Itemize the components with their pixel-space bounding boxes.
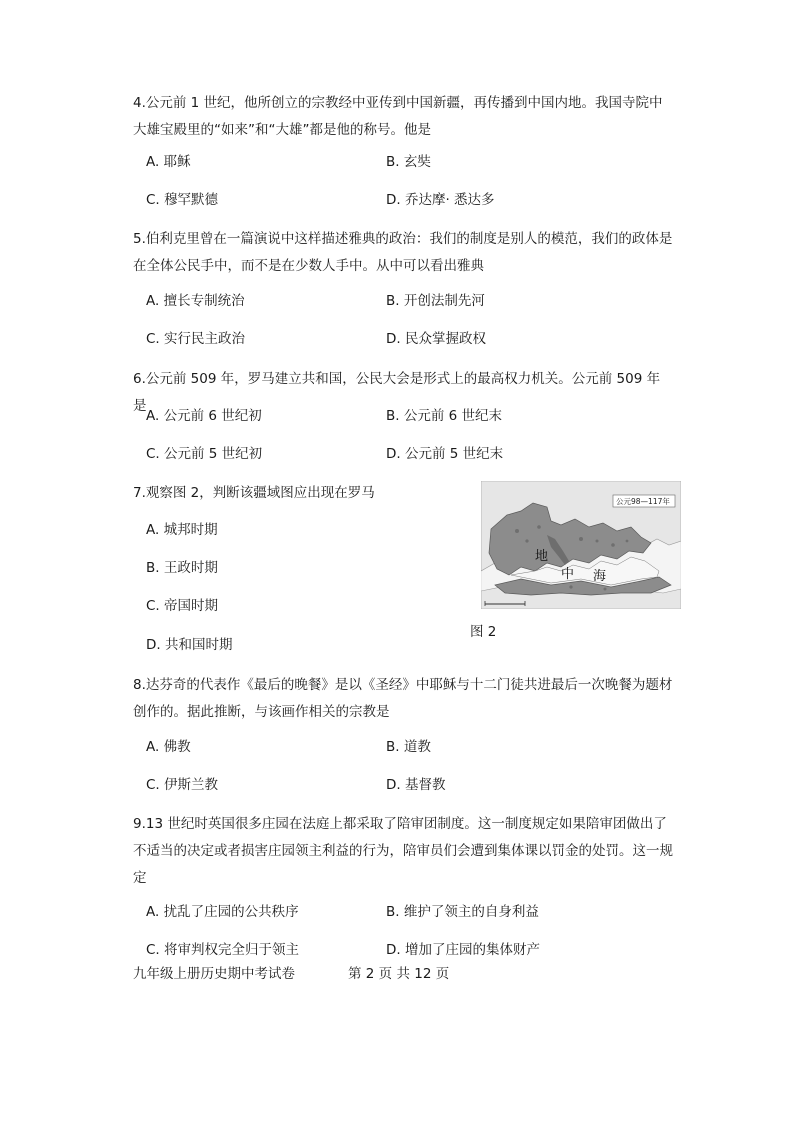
stem-line: 5.伯利克里曾在一篇演说中这样描述雅典的政治：我们的制度是别人的模范，我们的政体是 (133, 231, 673, 247)
map-sea-char-1: 地 (535, 549, 549, 564)
question-6-option-d: D. 公元前 5 世纪末 (386, 446, 504, 462)
stem-line: 6.公元前 509 年，罗马建立共和国，公民大会是形式上的最高权力机关。公元前 509 年是 (133, 371, 661, 414)
question-4-option-d: D. 乔达摩· 悉达多 (386, 192, 495, 208)
question-9-stem (133, 811, 673, 892)
question-6-option-b: B. 公元前 6 世纪末 (386, 408, 503, 424)
stem-line: 不适当的决定或者损害庄园领主利益的行为，陪审员们会遭到集体课以罚金的处罚。这一规 (133, 843, 673, 859)
question-9-option-a: A. 扰乱了庄园的公共秩序 (146, 904, 299, 920)
stem-line: 在全体公民手中，而不是在少数人手中。从中可以看出雅典 (133, 258, 484, 274)
question-8-option-c: C. 伊斯兰教 (146, 777, 219, 793)
figure-caption: 图 2 (470, 624, 497, 640)
question-5-option-c: C. 实行民主政治 (146, 331, 246, 347)
question-9-option-b: B. 维护了领主的自身利益 (386, 904, 539, 920)
map-sea-char-2: 中 (561, 567, 575, 582)
question-7-option-b: B. 王政时期 (146, 560, 218, 576)
question-4-option-b: B. 玄奘 (386, 154, 431, 170)
question-7-option-a: A. 城邦时期 (146, 522, 218, 538)
question-7-option-c: C. 帝国时期 (146, 598, 219, 614)
question-4-option-a: A. 耶稣 (146, 154, 191, 170)
question-6-option-a: A. 公元前 6 世纪初 (146, 408, 262, 424)
stem-line: 大雄宝殿里的“如来”和“大雄”都是他的称号。他是 (133, 122, 431, 138)
question-8-option-a: A. 佛教 (146, 739, 191, 755)
map-date-label: 公元98—117年 (616, 497, 670, 506)
question-5-stem (133, 226, 673, 280)
question-8-option-d: D. 基督教 (386, 777, 446, 793)
question-7-stem (133, 480, 473, 507)
question-9-option-d: D. 增加了庄园的集体财产 (386, 942, 540, 958)
question-5-option-b: B. 开创法制先河 (386, 293, 485, 309)
question-6-option-c: C. 公元前 5 世纪初 (146, 446, 263, 462)
stem-line: 4.公元前 1 世纪，他所创立的宗教经中亚传到中国新疆，再传播到中国内地。我国寺院中 (133, 95, 663, 111)
footer-page-number: 第 2 页 共 12 页 (348, 966, 450, 982)
stem-line: 9.13 世纪时英国很多庄园在法庭上都采取了陪审团制度。这一制度规定如果陪审团做出了 (133, 816, 667, 832)
map-sea-char-3: 海 (593, 569, 607, 584)
question-4-option-c: C. 穆罕默德 (146, 192, 219, 208)
stem-line: 创作的。据此推断，与该画作相关的宗教是 (133, 704, 390, 720)
question-9-option-c: C. 将审判权完全归于领主 (146, 942, 300, 958)
stem-line: 定 (133, 870, 147, 886)
question-8-stem (133, 672, 673, 726)
question-8-option-b: B. 道教 (386, 739, 431, 755)
roman-empire-map (481, 481, 681, 609)
stem-line: 7.观察图 2，判断该疆域图应出现在罗马 (133, 485, 375, 501)
question-5-option-d: D. 民众掌握政权 (386, 331, 486, 347)
stem-line: 8.达芬奇的代表作《最后的晚餐》是以《圣经》中耶稣与十二门徒共进最后一次晚餐为题材 (133, 677, 673, 693)
footer-exam-title: 九年级上册历史期中考试卷 (133, 966, 295, 982)
question-4-stem (133, 90, 673, 144)
question-7-option-d: D. 共和国时期 (146, 637, 233, 653)
question-5-option-a: A. 擅长专制统治 (146, 293, 245, 309)
